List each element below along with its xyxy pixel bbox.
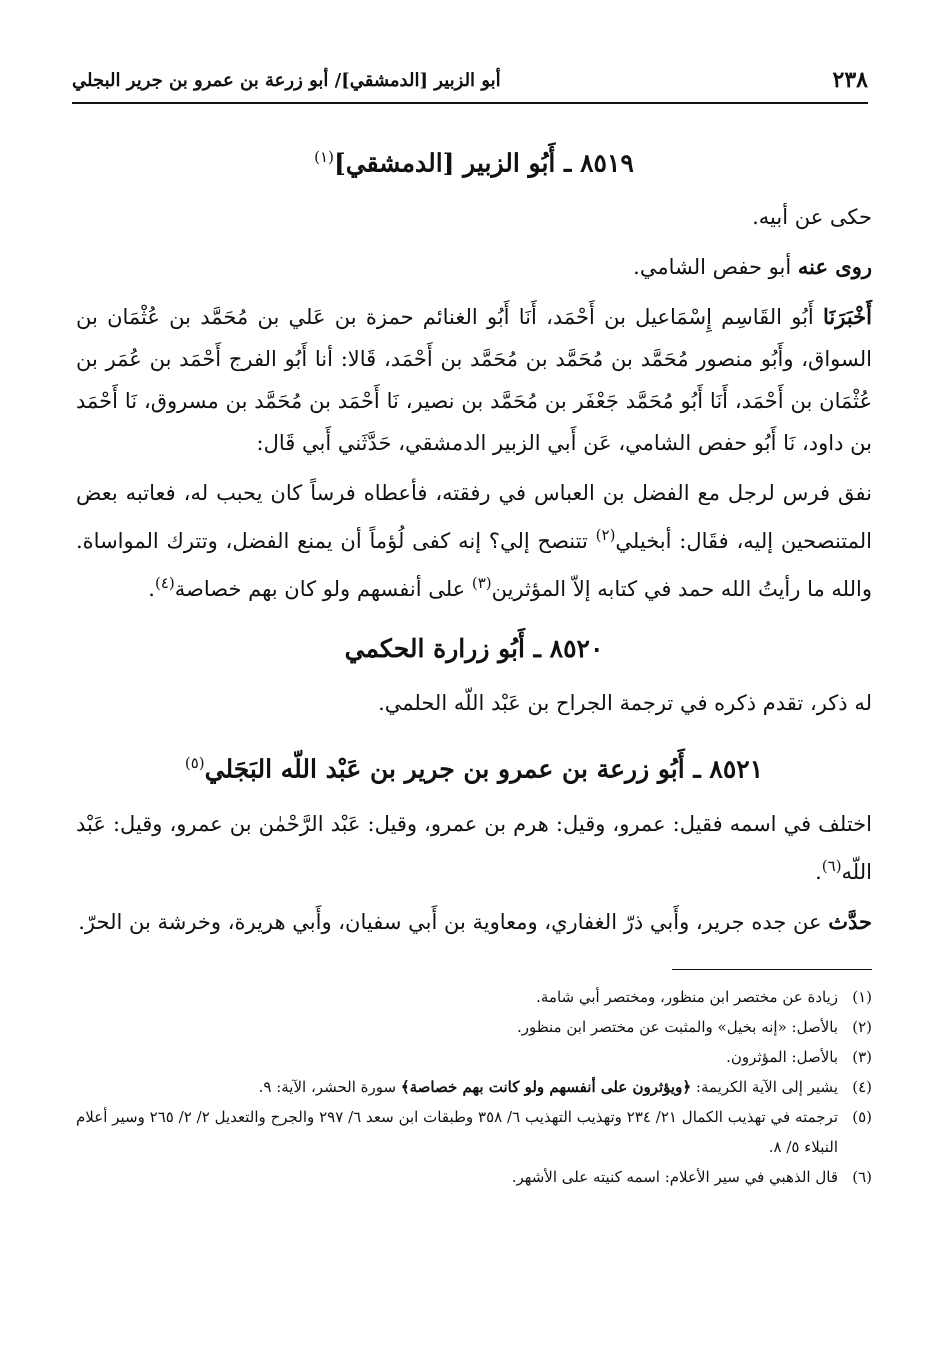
footnote-item [76, 1012, 872, 1042]
entry-heading-8520 [76, 628, 872, 670]
isnad-paragraph [76, 296, 872, 464]
lead-word: روى عنه [797, 254, 872, 280]
footnote-ref: (٣) [471, 574, 492, 593]
footnote-item [76, 1072, 872, 1102]
lead-word: أَخْبَرَنَا [823, 304, 872, 330]
entry-heading-8521 [76, 742, 872, 790]
footnote-ref: (٥) [184, 754, 205, 773]
footnote-item [76, 1042, 872, 1072]
paragraph [76, 901, 872, 943]
quran-verse: ﴿ويؤثرون على أنفسهم ولو كانت بهم خصاصة﴾ [400, 1077, 692, 1096]
paragraph-text: تتنصح إلي؟ إنه كفى لُؤماً أن يمنع الفضل، وتترك المواساة. والله ما رأيتُ الله حمد في كتابه إلاّ المؤثرين [76, 529, 872, 602]
footnote-number: (٣) [852, 1047, 872, 1066]
entry-heading-8519 [76, 136, 872, 184]
entry-title: ٨٥٢٠ ـ أَبُو زرارة الحكمي [344, 634, 604, 664]
page-header [72, 58, 868, 104]
paragraph-text: اختلف في اسمه فقيل: عمرو، وقيل: هرم بن عمرو، وقيل: عَبْد الرَّحْمٰن بن عمرو، وقيل: عَبْد اللّه [76, 811, 872, 884]
paragraph-text: . [148, 577, 155, 602]
footnote-number: (١) [852, 987, 872, 1006]
footnote-number: (٤) [852, 1077, 872, 1096]
footnote-ref: (٦) [821, 856, 842, 875]
footnote-text [76, 1072, 838, 1102]
footnote-item [76, 1162, 872, 1192]
page-body [76, 118, 872, 1192]
running-title: أبو الزبير [الدمشقي]/ أبو زرعة بن عمرو بن جرير البجلي [72, 69, 501, 91]
footnote-text: ترجمته في تهذيب الكمال ٢١/ ٢٣٤ وتهذيب التهذيب ٦/ ٣٥٨ وطبقات ابن سعد ٦/ ٢٩٧ والجرح والتعديل ٢/ ٢/ ٢٦٥ وسير أعلام النبلاء ٥/ ٨. [76, 1107, 838, 1156]
lead-word: حدَّث [828, 908, 872, 934]
paragraph-text: أبو حفص الشامي. [633, 255, 798, 280]
paragraph [76, 803, 872, 893]
footnote-item [76, 982, 872, 1012]
entry-title: ٨٥١٩ ـ أَبُو الزبير [الدمشقي] [333, 148, 634, 178]
footnote-text: زيادة عن مختصر ابن منظور، ومختصر أبي شامة. [536, 987, 838, 1006]
paragraph-text: . [815, 859, 822, 884]
paragraph-text: نفق فرس لرجل مع الفضل بن العباس في رفقته، فأعطاه فرساً كان يحبب له، فعاتبه بعض المتنصحين إليه، فقَال: أبخيلي [76, 481, 873, 554]
paragraph-text: أَبُو القَاسِم إِسْمَاعيل بن أَحْمَد، أَنَا أَبُو الغنائم حمزة بن عَلي بن مُحَمَّد بن عُثْمَان بن السواق، وأَبُو منصور مُحَمَّد بن مُحَمَّد بن مُحَمَّد بن أَحْمَد، قَالا: أنا أَبُو الفرج أَحْمَد بن عُمَر بن عُثْمَان بن أَحْمَد، أَنَا أَبُو مُحَمَّد جَعْفَر بن مُحَمَّد بن نصير، نَا أَحْمَد بن مُحَمَّد بن مسروق، نَا أَحْمَد بن داود، نَا أَبُو حفص الشامي، عَن أَبي الزبير الدمشقي، حَدَّثَني أَبي قَال: [76, 305, 872, 456]
footnote-text: بالأصل: «إنه بخيل» والمثبت عن مختصر ابن منظور. [516, 1017, 838, 1036]
footnote-text-part: سورة الحشر، الآية: ٩. [258, 1077, 401, 1096]
footnote-ref: (١) [314, 148, 334, 166]
footnote-text: قال الذهبي في سير الأعلام: اسمه كنيته على الأشهر. [511, 1167, 838, 1186]
footnote-separator [672, 969, 872, 970]
narration-paragraph [76, 472, 872, 610]
footnote-text-part: يشير إلى الآية الكريمة: [691, 1077, 838, 1096]
paragraph: حكى عن أبيه. [752, 205, 872, 230]
footnote-number: (٦) [852, 1167, 872, 1186]
paragraph [76, 246, 872, 288]
footnote-number: (٥) [852, 1107, 872, 1126]
paragraph: له ذكر، تقدم ذكره في ترجمة الجراح بن عَبْد اللّه الحلمي. [378, 691, 872, 716]
footnotes [76, 982, 872, 1192]
footnote-text: بالأصل: المؤثرون. [726, 1047, 838, 1066]
entry-title: ٨٥٢١ ـ أَبُو زرعة بن عمرو بن جرير بن عَبْد اللّه البَجَلي [204, 754, 764, 784]
footnote-ref: (٢) [595, 526, 616, 545]
footnote-number: (٢) [852, 1017, 872, 1036]
page-number: ٢٣٨ [832, 67, 868, 93]
paragraph-text: على أنفسهم ولو كان بهم خصاصة [174, 577, 472, 602]
footnote-ref: (٤) [154, 574, 175, 593]
paragraph-text: عن جده جرير، وأَبي ذرّ الغفاري، ومعاوية بن أَبي سفيان، وأَبي هريرة، وخرشة بن الحرّ. [78, 909, 829, 934]
footnote-item [76, 1102, 872, 1162]
